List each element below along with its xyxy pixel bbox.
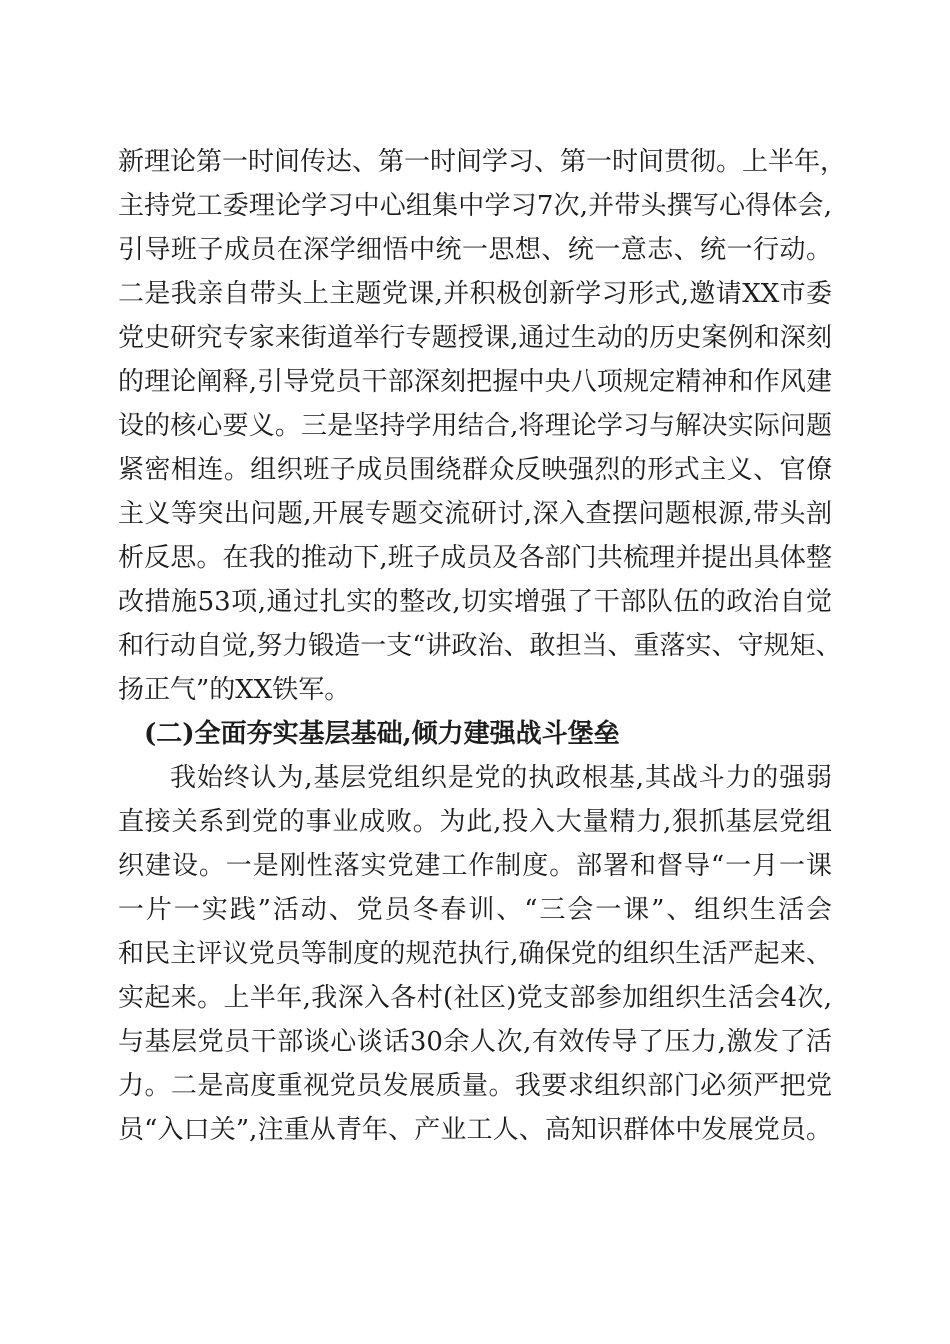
text-line: 织建设。一是刚性落实党建工作制度。部署和督导“一月一课 (118, 851, 832, 881)
text-line: 党史研究专家来街道举行专题授课,通过生动的历史案例和深刻 (118, 323, 832, 353)
text-line: 二是我亲自带头上主题党课,并积极创新学习形式,邀请XX市委 (118, 279, 832, 309)
text-line: 力。二是高度重视党员发展质量。我要求组织部门必须严把党 (118, 1071, 832, 1101)
text-line: 员“入口关”,注重从青年、产业工人、高知识群体中发展党员。 (118, 1115, 832, 1145)
text-line: 和民主评议党员等制度的规范执行,确保党的组织生活严起来、 (118, 939, 832, 969)
text-line: 直接关系到党的事业成败。为此,投入大量精力,狠抓基层党组 (118, 807, 832, 837)
text-line: 的理论阐释,引导党员干部深刻把握中央八项规定精神和作风建 (118, 367, 832, 397)
text-line: 和行动自觉,努力锻造一支“讲政治、敢担当、重落实、守规矩、 (118, 631, 842, 661)
text-line: 析反思。在我的推动下,班子成员及各部门共梳理并提出具体整 (118, 543, 832, 573)
text-line: 与基层党员干部谈心谈话30余人次,有效传导了压力,激发了活 (118, 1027, 832, 1057)
text-line: 设的核心要义。三是坚持学用结合,将理论学习与解决实际问题 (118, 411, 832, 441)
text-line: 紧密相连。组织班子成员围绕群众反映强烈的形式主义、官僚 (118, 455, 832, 485)
text-line: 主持党工委理论学习中心组集中学习7次,并带头撰写心得体会, (118, 191, 832, 221)
text-line: 改措施53项,通过扎实的整改,切实增强了干部队伍的政治自觉 (118, 587, 832, 617)
text-line: 引导班子成员在深学细悟中统一思想、统一意志、统一行动。 (118, 235, 832, 265)
section-heading: (二)全面夯实基层基础,倾力建强战斗堡垒 (144, 719, 620, 749)
text-line: 主义等突出问题,开展专题交流研讨,深入查摆问题根源,带头剖 (118, 499, 832, 529)
text-line: 我始终认为,基层党组织是党的执政根基,其战斗力的强弱 (170, 763, 832, 793)
text-line: 一片一实践”活动、党员冬春训、“三会一课”、组织生活会 (118, 895, 832, 925)
text-line: 扬正气”的XX铁军。 (118, 675, 351, 705)
text-line: 新理论第一时间传达、第一时间学习、第一时间贯彻。上半年， (118, 147, 847, 177)
body-text (118, 140, 847, 1152)
text-line: 实起来。上半年,我深入各村(社区)党支部参加组织生活会4次, (118, 983, 832, 1013)
